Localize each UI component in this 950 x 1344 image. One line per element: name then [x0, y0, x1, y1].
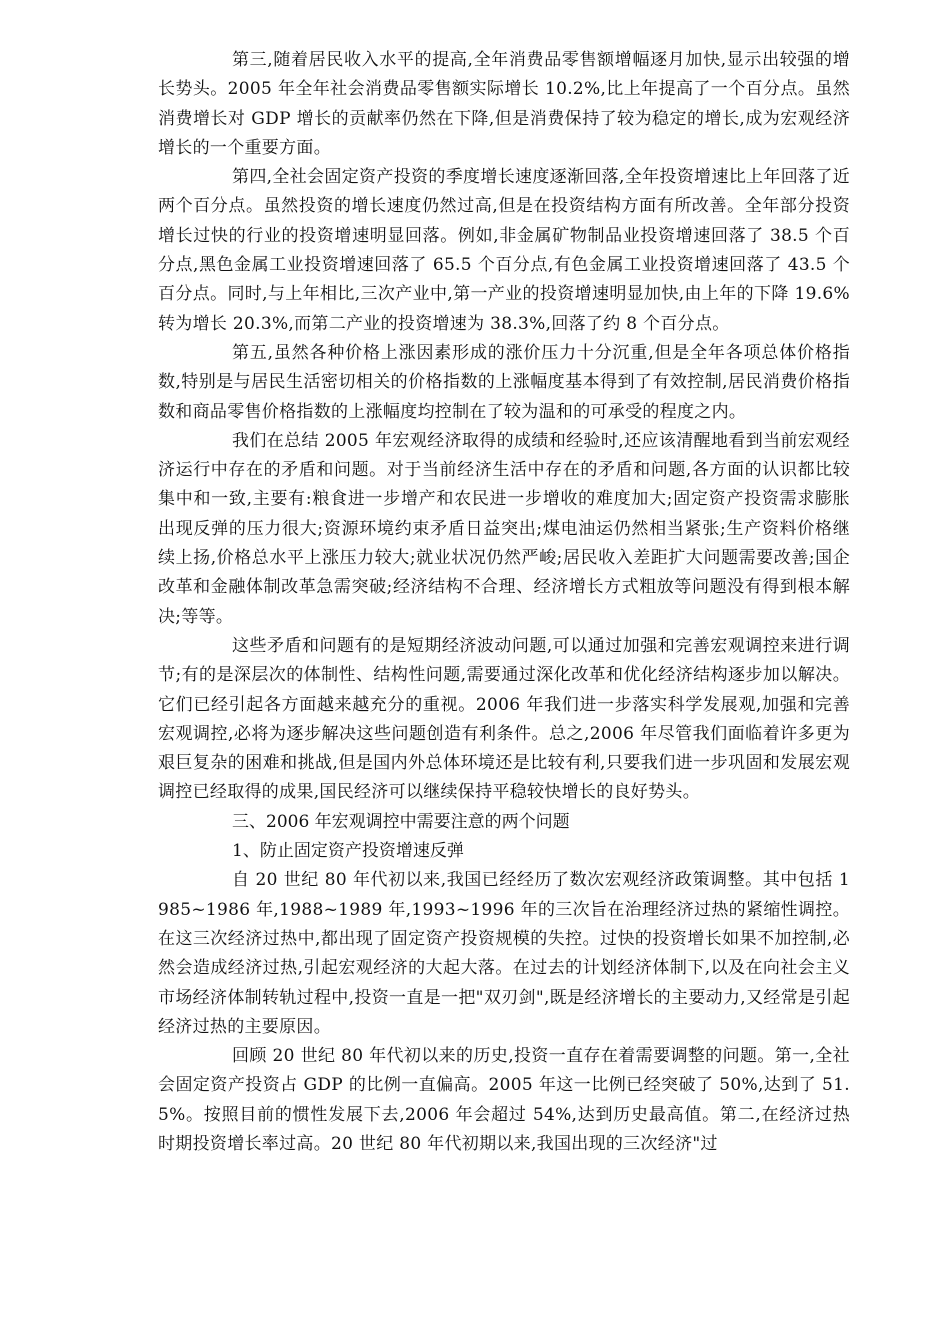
- paragraph-history: 自 20 世纪 80 年代初以来,我国已经经历了数次宏观经济政策调整。其中包括 1985~1986 年,1988~1989 年,1993~1996 年的三次旨在治理经济过热的紧缩性调控。在这三次经济过热中,都出现了固定资产投资规模的失控。过快的投资增长如果不加控制,必然会造成经济过热,引起宏观经济的大起大落。在过去的计划经济体制下,以及在向社会主义市场经济体制转轨过程中,投资一直是一把"双刃剑",既是经济增长的主要动力,又经常是引起经济过热的主要原因。: [158, 870, 850, 1037]
- paragraph-consumption: 第三,随着居民收入水平的提高,全年消费品零售额增幅逐月加快,显示出较强的增长势头。2005 年全年社会消费品零售额实际增长 10.2%,比上年提高了一个百分点。虽然消费增长对 GDP 增长的贡献率仍然在下降,但是消费保持了较为稳定的增长,成为宏观经济增长的一个重要方面。: [158, 50, 850, 158]
- section-heading: 三、2006 年宏观调控中需要注意的两个问题: [232, 811, 570, 832]
- paragraph-review: 回顾 20 世纪 80 年代初以来的历史,投资一直存在着需要调整的问题。第一,全社会固定资产投资占 GDP 的比例一直偏高。2005 年这一比例已经突破了 50%,达到了 51.5%。按照目前的惯性发展下去,2006 年会超过 54%,达到历史最高值。第二,在经济过热时期投资增长率过高。20 世纪 80 年代初期以来,我国出现的三次经济"过: [158, 1046, 850, 1154]
- paragraph-investment: 第四,全社会固定资产投资的季度增长速度逐渐回落,全年投资增速比上年回落了近两个百分点。虽然投资的增长速度仍然过高,但是在投资结构方面有所改善。全年部分投资增长过快的行业的投资增速明显回落。例如,非金属矿物制品业投资增速回落了 38.5 个百分点,黑色金属工业投资增速回落了 65.5 个百分点,有色金属工业投资增速回落了 43.5 个百分点。同时,与上年相比,三次产业中,第一产业的投资增速明显加快,由上年的下降 19.6%转为增长 20.3%,而第二产业的投资增速为 38.3%,回落了约 8 个百分点。: [158, 167, 850, 334]
- paragraph-problems: 我们在总结 2005 年宏观经济取得的成绩和经验时,还应该清醒地看到当前宏观经济运行中存在的矛盾和问题。对于当前经济生活中存在的矛盾和问题,各方面的认识都比较集中和一致,主要有:粮食进一步增产和农民进一步增收的难度加大;固定资产投资需求膨胀出现反弹的压力很大;资源环境约束矛盾日益突出;煤电油运仍然相当紧张;生产资料价格继续上扬,价格总水平上涨压力较大;就业状况仍然严峻;居民收入差距扩大问题需要改善;国企改革和金融体制改革急需突破;经济结构不合理、经济增长方式粗放等问题没有得到根本解决;等等。: [158, 430, 850, 627]
- subsection-heading: 1、防止固定资产投资增速反弹: [232, 841, 464, 862]
- paragraph-prices: 第五,虽然各种价格上涨因素形成的涨价压力十分沉重,但是全年各项总体价格指数,特别是与居民生活密切相关的价格指数的上涨幅度基本得到了有效控制,居民消费价格指数和商品零售价格指数的上涨幅度均控制在了较为温和的可承受的程度之内。: [158, 342, 850, 422]
- paragraph-outlook: 这些矛盾和问题有的是短期经济波动问题,可以通过加强和完善宏观调控来进行调节;有的是深层次的体制性、结构性问题,需要通过深化改革和优化经济结构逐步加以解决。它们已经引起各方面越来越充分的重视。2006 年我们进一步落实科学发展观,加强和完善宏观调控,必将为逐步解决这些问题创造有利条件。总之,2006 年尽管我们面临着许多更为艰巨复杂的困难和挑战,但是国内外总体环境还是比较有利,只要我们进一步巩固和发展宏观调控已经取得的成果,国民经济可以继续保持平稳较快增长的良好势头。: [158, 635, 850, 803]
